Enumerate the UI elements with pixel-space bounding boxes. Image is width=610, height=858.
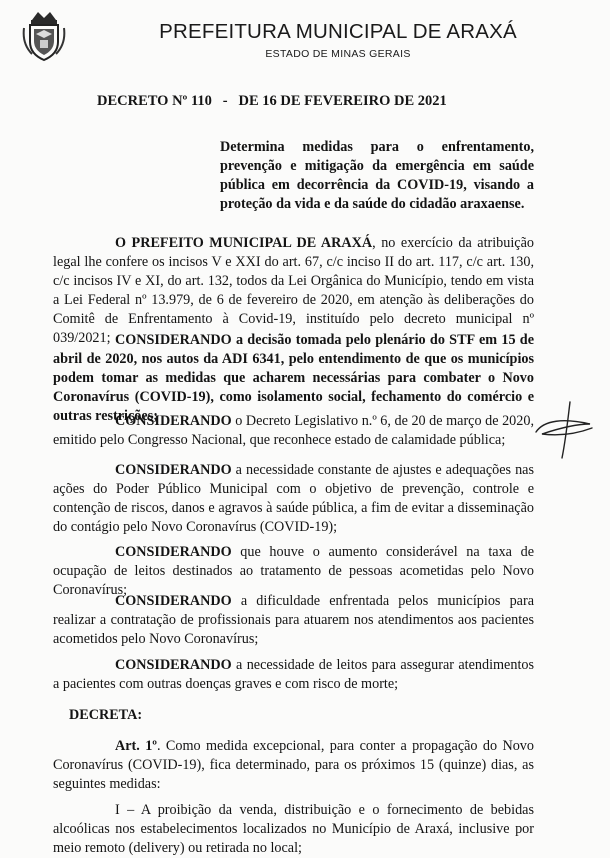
considerando-text: o Decreto Legislativo n.º 6, de 20 de março de 2020, emitido pelo Congresso Nacional, que reconhece estado de calamidade pública;	[53, 413, 534, 448]
considerando-stf-text: CONSIDERANDO a decisão tomada pelo plenário do STF em 15 de abril de 2020, nos autos da ADI 6341, pelo entendimento de que os municípios podem tomar as medidas que acharem necessárias para combater o Novo Coronavírus (COVID-19), como isolamento social, fechamento do comércio e outras restrições;	[53, 332, 534, 424]
considerando-paragraph-2	[53, 461, 534, 537]
signature-mark	[530, 398, 598, 462]
inciso-1-paragraph	[53, 801, 534, 858]
considerando-text: a necessidade de leitos para assegurar atendimentos a pacientes com outras doenças graves e com risco de morte;	[53, 657, 534, 692]
decree-summary: Determina medidas para o enfrentamento, prevenção e mitigação da emergência em saúde pública em decorrência da COVID-19, visando a proteção da vida e da saúde do cidadão araxaense.	[220, 139, 534, 212]
article-1-paragraph	[53, 737, 534, 794]
decreta-heading	[53, 706, 534, 725]
decree-title: DECRETO Nº 110 - DE 16 DE FEVEREIRO DE 2021	[97, 93, 447, 109]
header-subtitle: ESTADO DE MINAS GERAIS	[265, 48, 411, 60]
considerando-lead: CONSIDERANDO	[115, 413, 232, 429]
considerando-paragraph-4	[53, 592, 534, 649]
considerando-lead: CONSIDERANDO	[115, 544, 232, 560]
considerando-lead: CONSIDERANDO	[115, 593, 232, 609]
preamble-text: , no exercício da atribuição legal lhe confere os incisos V e XXI do art. 67, c/c inciso II do art. 117, c/c art. 130, c/c incisos IV e XI, do art. 132, todos da Lei Orgânica do Município, tendo em vista a Lei Federal nº 13.979, de 6 de fevereiro de 2020, em atenção às deliberações do Comitê de Enfrentamento à Covid-19, instituído pelo decreto municipal nº 039/2021;	[53, 235, 534, 346]
considerando-text: a dificuldade enfrentada pelos municípios para realizar a contratação de profissionais para atuarem nos atendimentos aos pacientes acometidos pelo Novo Coronavírus;	[53, 593, 534, 647]
article-1-lead: Art. 1º	[115, 738, 157, 754]
considerando-lead: CONSIDERANDO	[115, 462, 232, 478]
inciso-1-text: I – A proibição da venda, distribuição e o fornecimento de bebidas alcoólicas nos estabelecimentos localizados no Município de Araxá, inclusive por meio remoto (delivery) ou retirada no local;	[53, 802, 534, 856]
considerando-text: a necessidade constante de ajustes e adequações nas ações do Poder Público Municipal com o objetivo de prevenção, controle e contenção de riscos, danos e agravos à saúde pública, a fim de evitar a disseminação do contágio pelo Novo Coronavírus (COVID-19);	[53, 462, 534, 535]
coat-of-arms-icon	[22, 10, 66, 62]
considerando-lead: CONSIDERANDO	[115, 657, 232, 673]
article-1-text: . Como medida excepcional, para conter a propagação do Novo Coronavírus (COVID-19), fica determinado, para os próximos 15 (quinze) dias, as seguintes medidas:	[53, 738, 534, 792]
considerando-text: que houve o aumento considerável na taxa de ocupação de leitos destinados ao tratamento de pessoas acometidas pelo Novo Coronavírus;	[53, 544, 534, 598]
header-title: PREFEITURA MUNICIPAL DE ARAXÁ	[159, 20, 517, 43]
decreta-label: DECRETA:	[69, 707, 143, 723]
considerando-paragraph-1	[53, 412, 534, 450]
preamble-lead: O PREFEITO MUNICIPAL DE ARAXÁ	[115, 235, 373, 251]
considerando-paragraph-5	[53, 656, 534, 694]
